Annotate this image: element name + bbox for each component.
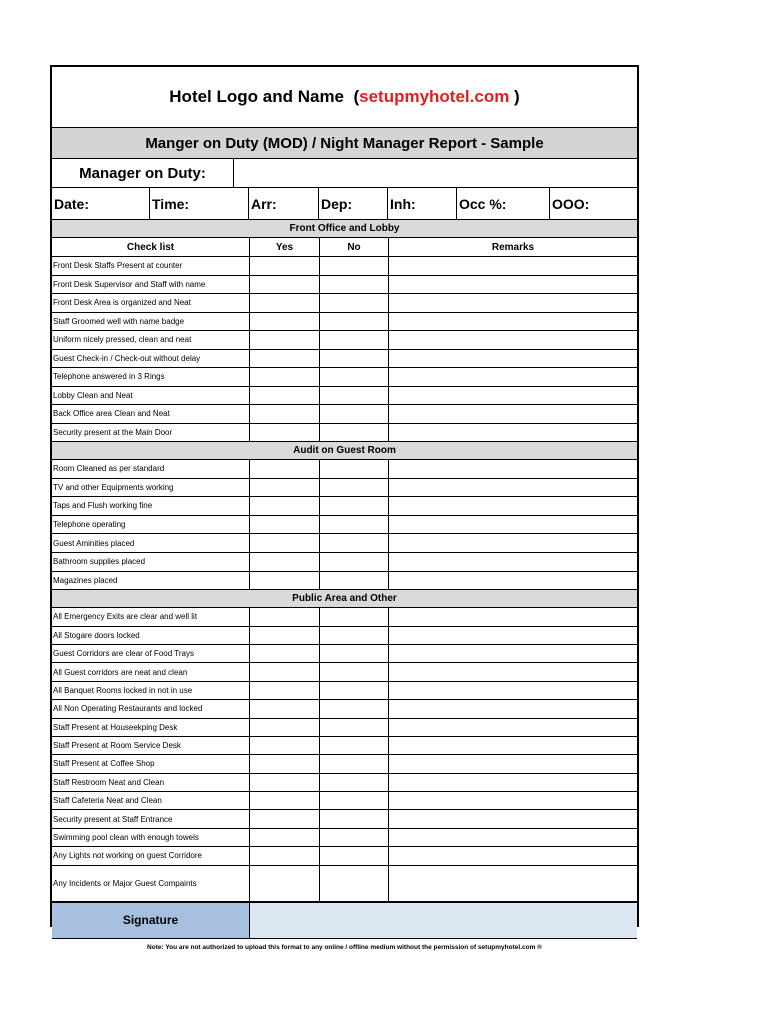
manager-on-duty-label: Manager on Duty: — [52, 159, 234, 187]
table-row — [52, 553, 637, 572]
yes-cell[interactable] — [250, 368, 320, 386]
yes-cell[interactable] — [250, 460, 320, 478]
no-cell[interactable] — [320, 350, 389, 368]
table-row — [52, 572, 637, 591]
remarks-cell[interactable] — [389, 350, 637, 368]
checklist-item-label: Staff Present at Houseekping Desk — [52, 719, 250, 736]
table-row — [52, 810, 637, 828]
table-row — [52, 719, 637, 737]
yes-cell[interactable] — [250, 387, 320, 405]
remarks-cell[interactable] — [389, 331, 637, 349]
remarks-cell[interactable] — [389, 737, 637, 754]
checklist-item-label: Uniform nicely pressed, clean and neat — [52, 331, 250, 349]
yes-cell[interactable] — [250, 682, 320, 699]
table-row — [52, 405, 637, 424]
remarks-cell[interactable] — [389, 792, 637, 809]
no-cell[interactable] — [320, 368, 389, 386]
yes-cell[interactable] — [250, 700, 320, 717]
no-cell[interactable] — [320, 460, 389, 478]
table-row — [52, 774, 637, 792]
table-row — [52, 847, 637, 865]
footer-note: Note: You are not authorized to upload this format to any online / offline medium without the permission of setupmyhotel.com ® — [147, 943, 542, 951]
no-cell[interactable] — [320, 608, 389, 625]
table-row — [52, 516, 637, 535]
no-cell[interactable] — [320, 387, 389, 405]
table-row — [52, 829, 637, 847]
arrivals-field[interactable]: Arr: — [249, 188, 319, 219]
no-cell[interactable] — [320, 700, 389, 717]
signature-field[interactable] — [250, 903, 637, 938]
checklist-item-label: Staff Present at Room Service Desk — [52, 737, 250, 754]
table-row — [52, 700, 637, 718]
table-row — [52, 737, 637, 755]
table-row — [52, 294, 637, 313]
checklist-item-label: Bathroom supplies placed — [52, 553, 250, 571]
checklist-item-label: Any Lights not working on guest Corridore — [52, 847, 250, 864]
remarks-cell[interactable] — [389, 387, 637, 405]
checklist-item-label: All Guest corridors are neat and clean — [52, 663, 250, 680]
hotel-title — [52, 67, 637, 128]
remarks-cell[interactable] — [389, 553, 637, 571]
yes-cell[interactable] — [250, 829, 320, 846]
table-row — [52, 497, 637, 516]
checklist-item-label: Telephone answered in 3 Rings — [52, 368, 250, 386]
no-cell[interactable] — [320, 792, 389, 809]
checklist-item-label: Lobby Clean and Neat — [52, 387, 250, 405]
no-cell[interactable] — [320, 829, 389, 846]
remarks-cell[interactable] — [389, 755, 637, 772]
shift-info-row — [52, 188, 637, 220]
manager-on-duty-row — [52, 159, 637, 188]
remarks-cell[interactable] — [389, 276, 637, 294]
no-cell[interactable] — [320, 810, 389, 827]
occupancy-field[interactable]: Occ %: — [457, 188, 550, 219]
checklist-item-label: Magazines placed — [52, 572, 250, 590]
table-row — [52, 479, 637, 498]
remarks-cell[interactable] — [389, 810, 637, 827]
remarks-cell[interactable] — [389, 479, 637, 497]
checklist-item-label: Guest Aminities placed — [52, 534, 250, 552]
checklist-item-label: Staff Restroom Neat and Clean — [52, 774, 250, 791]
yes-cell[interactable] — [250, 350, 320, 368]
table-row — [52, 682, 637, 700]
remarks-cell[interactable] — [389, 866, 637, 901]
remarks-cell[interactable] — [389, 645, 637, 662]
no-cell[interactable] — [320, 534, 389, 552]
no-cell[interactable] — [320, 572, 389, 590]
yes-cell[interactable] — [250, 774, 320, 791]
section-header: Audit on Guest Room — [52, 442, 637, 460]
remarks-column-header: Remarks — [491, 241, 535, 253]
no-cell[interactable] — [320, 257, 389, 275]
remarks-cell[interactable] — [389, 257, 637, 275]
table-row — [52, 663, 637, 681]
no-cell[interactable] — [320, 737, 389, 754]
yes-cell[interactable] — [250, 276, 320, 294]
column-header-row — [52, 238, 637, 257]
no-cell[interactable] — [320, 755, 389, 772]
yes-column-header: Yes — [250, 238, 320, 256]
checklist-item-label: Staff Groomed well with name badge — [52, 313, 250, 331]
no-cell[interactable] — [320, 663, 389, 680]
checklist-item-label: Staff Present at Coffee Shop — [52, 755, 250, 772]
remarks-cell[interactable] — [389, 368, 637, 386]
signature-row — [52, 902, 637, 939]
yes-cell[interactable] — [250, 294, 320, 312]
no-cell[interactable] — [320, 645, 389, 662]
checklist-item-label: Any Incidents or Major Guest Compaints — [52, 866, 250, 901]
time-field[interactable]: Time: — [150, 188, 249, 219]
no-cell[interactable] — [320, 424, 389, 442]
remarks-cell[interactable] — [389, 719, 637, 736]
remarks-cell[interactable] — [389, 497, 637, 515]
yes-cell[interactable] — [250, 497, 320, 515]
no-cell[interactable] — [320, 627, 389, 644]
mod-report-form — [50, 65, 639, 951]
no-cell[interactable] — [320, 682, 389, 699]
table-row — [52, 368, 637, 387]
checklist-item-label: Staff Cafeteria Neat and Clean — [52, 792, 250, 809]
remarks-cell[interactable] — [389, 700, 637, 717]
yes-cell[interactable] — [250, 663, 320, 680]
yes-cell[interactable] — [250, 331, 320, 349]
in-house-field[interactable]: Inh: — [388, 188, 457, 219]
no-cell[interactable] — [320, 774, 389, 791]
table-row — [52, 792, 637, 810]
remarks-cell[interactable] — [389, 534, 637, 552]
departures-field[interactable]: Dep: — [319, 188, 388, 219]
remarks-cell[interactable] — [389, 829, 637, 846]
no-cell[interactable] — [320, 479, 389, 497]
remarks-cell[interactable] — [389, 405, 637, 423]
no-column-header: No — [320, 238, 389, 256]
no-cell[interactable] — [320, 313, 389, 331]
yes-cell[interactable] — [250, 627, 320, 644]
table-row — [52, 313, 637, 332]
remarks-cell[interactable] — [389, 313, 637, 331]
remarks-cell[interactable] — [389, 516, 637, 534]
checklist-item-label: All Non Operating Restaurants and locked — [52, 700, 250, 717]
checklist-item-label: Room Cleaned as per standard — [52, 460, 250, 478]
table-row — [52, 387, 637, 406]
table-row — [52, 257, 637, 276]
checklist-item-label: Swimming pool clean with enough towels — [52, 829, 250, 846]
checklist-item-label: Front Desk Area is organized and Neat — [52, 294, 250, 312]
remarks-cell[interactable] — [389, 682, 637, 699]
remarks-cell[interactable] — [389, 294, 637, 312]
section-header: Public Area and Other — [52, 590, 637, 608]
title-prefix: Hotel Logo and Name ( — [169, 87, 360, 106]
yes-cell[interactable] — [250, 737, 320, 754]
no-cell[interactable] — [320, 331, 389, 349]
table-row — [52, 755, 637, 773]
checklist-item-label: Security present at Staff Entrance — [52, 810, 250, 827]
remarks-cell[interactable] — [389, 847, 637, 864]
checklist-item-label: Back Office area Clean and Neat — [52, 405, 250, 423]
table-row — [52, 645, 637, 663]
checklist-item-label: Guest Corridors are clear of Food Trays — [52, 645, 250, 662]
yes-cell[interactable] — [250, 534, 320, 552]
yes-cell[interactable] — [250, 313, 320, 331]
no-cell[interactable] — [320, 276, 389, 294]
out-of-order-field[interactable]: OOO: — [552, 195, 590, 212]
no-cell[interactable] — [320, 866, 389, 901]
yes-cell[interactable] — [250, 553, 320, 571]
yes-cell[interactable] — [250, 405, 320, 423]
yes-cell[interactable] — [250, 810, 320, 827]
no-cell[interactable] — [320, 719, 389, 736]
no-cell[interactable] — [320, 516, 389, 534]
table-row — [52, 627, 637, 645]
yes-cell[interactable] — [250, 479, 320, 497]
yes-cell[interactable] — [250, 257, 320, 275]
remarks-cell[interactable] — [389, 774, 637, 791]
remarks-cell[interactable] — [389, 460, 637, 478]
yes-cell[interactable] — [250, 424, 320, 442]
table-row — [52, 276, 637, 295]
section-header: Front Office and Lobby — [52, 220, 637, 238]
yes-cell[interactable] — [250, 516, 320, 534]
checklist-item-label: Telephone operating — [52, 516, 250, 534]
table-row — [52, 424, 637, 443]
signature-label: Signature — [52, 903, 250, 938]
remarks-cell[interactable] — [389, 572, 637, 590]
checklist-item-label: All Banquet Rooms locked in not in use — [52, 682, 250, 699]
remarks-cell[interactable] — [389, 424, 637, 442]
report-subtitle: Manger on Duty (MOD) / Night Manager Report - Sample — [52, 128, 637, 159]
yes-cell[interactable] — [250, 847, 320, 864]
title-url-link[interactable]: setupmyhotel.com — [359, 87, 510, 106]
title-suffix: ) — [509, 87, 520, 106]
checklist-item-label: Front Desk Staffs Present at counter — [52, 257, 250, 275]
remarks-cell[interactable] — [389, 608, 637, 625]
no-cell[interactable] — [320, 497, 389, 515]
table-row — [52, 460, 637, 479]
yes-cell[interactable] — [250, 755, 320, 772]
checklist-item-label: TV and other Equipments working — [52, 479, 250, 497]
no-cell[interactable] — [320, 553, 389, 571]
yes-cell[interactable] — [250, 866, 320, 901]
table-row — [52, 350, 637, 369]
checklist-column-header: Check list — [52, 238, 250, 256]
checklist-body — [52, 220, 637, 956]
remarks-cell[interactable] — [389, 663, 637, 680]
yes-cell[interactable] — [250, 608, 320, 625]
yes-cell[interactable] — [250, 645, 320, 662]
table-row — [52, 331, 637, 350]
checklist-item-label: Front Desk Supervisor and Staff with name — [52, 276, 250, 294]
yes-cell[interactable] — [250, 572, 320, 590]
yes-cell[interactable] — [250, 792, 320, 809]
no-cell[interactable] — [320, 294, 389, 312]
checklist-item-label: All Stogare doors locked — [52, 627, 250, 644]
checklist-item-label: All Emergency Exits are clear and well lit — [52, 608, 250, 625]
yes-cell[interactable] — [250, 719, 320, 736]
table-row — [52, 608, 637, 626]
no-cell[interactable] — [320, 847, 389, 864]
date-field[interactable]: Date: — [52, 188, 150, 219]
checklist-item-label: Taps and Flush working fine — [52, 497, 250, 515]
table-row — [52, 866, 637, 902]
remarks-cell[interactable] — [389, 627, 637, 644]
no-cell[interactable] — [320, 405, 389, 423]
checklist-item-label: Security present at the Main Door — [52, 424, 250, 442]
table-row — [52, 534, 637, 553]
checklist-item-label: Guest Check-in / Check-out without delay — [52, 350, 250, 368]
